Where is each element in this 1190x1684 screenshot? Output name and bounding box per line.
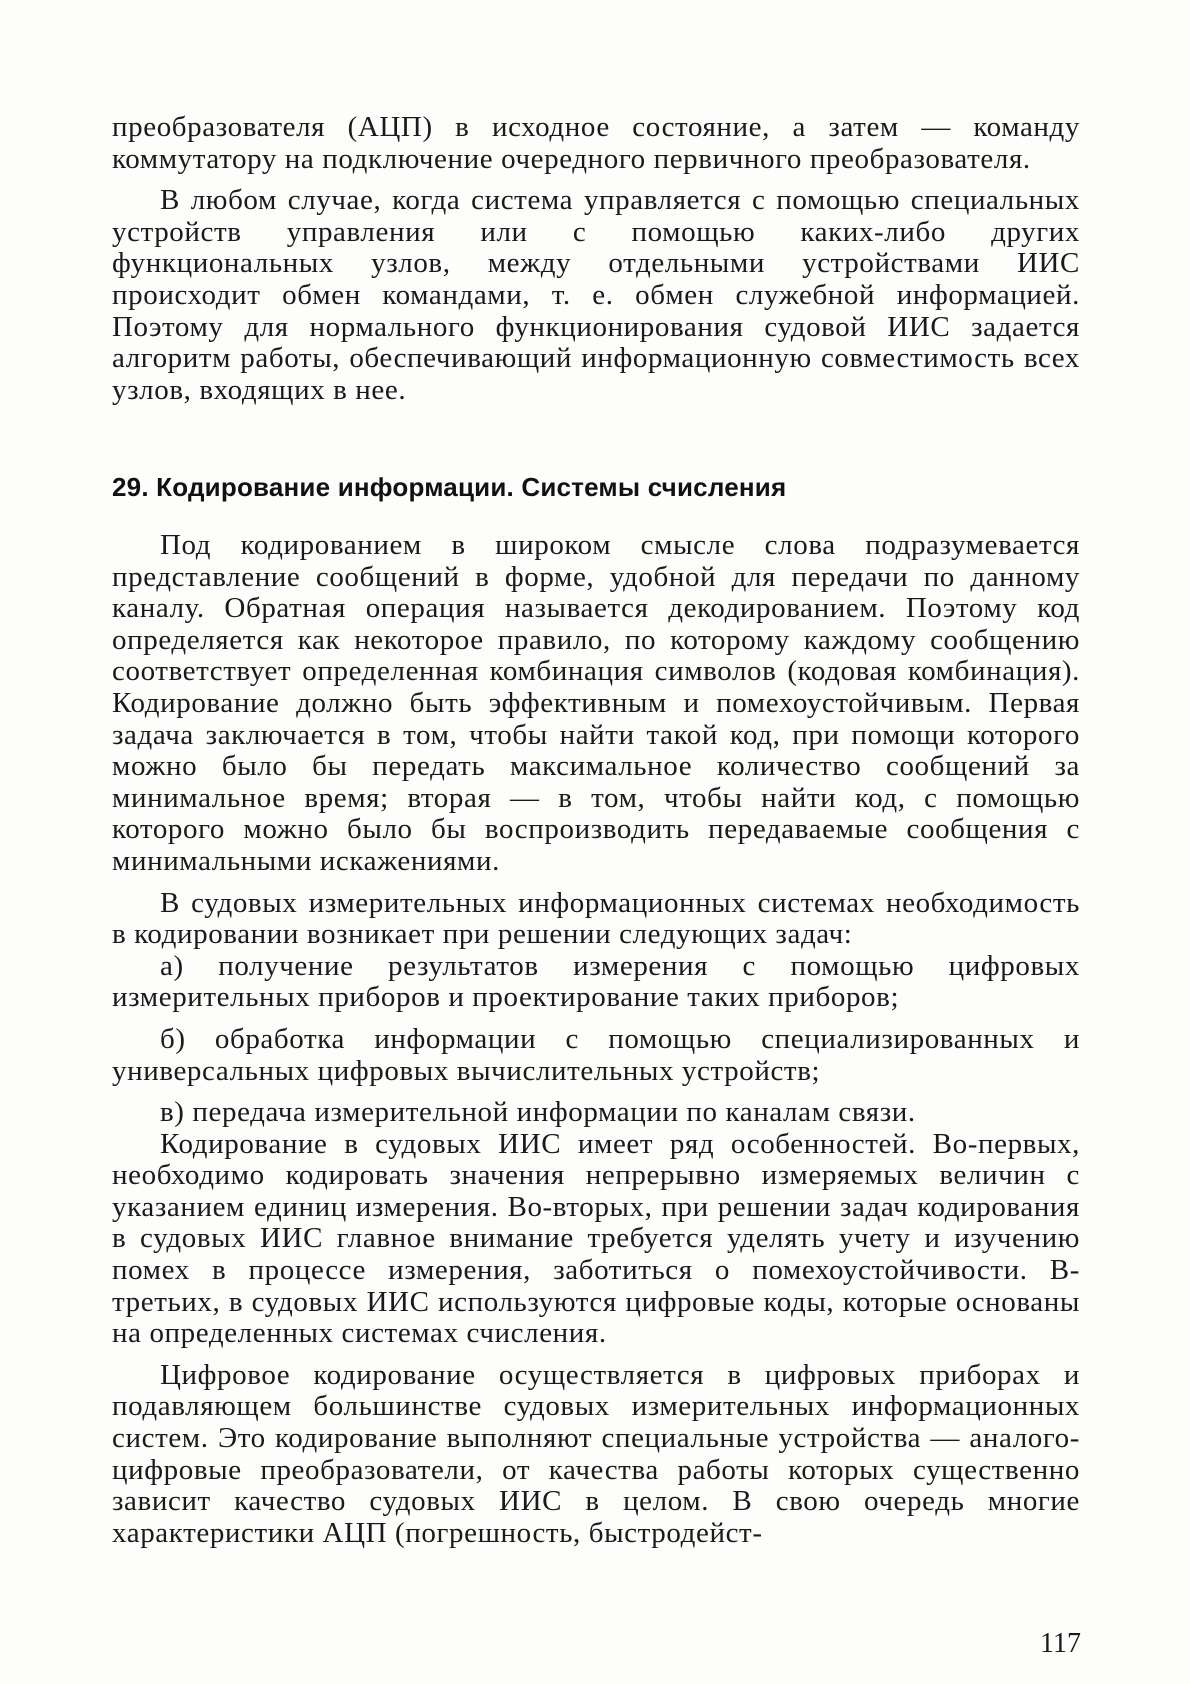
paragraph: В любом случае, когда система управляется с помощью специальных устройств управления или с помощью каких-либо других функциональных узлов, между отдельными устройствами ИИС происходит обмен командами, т. е. обмен служебной информацией. Поэтому для нормального функционирования судовой ИИС задается алгоритм работы, обеспечивающий информационную совместимость всех узлов, входящих в нее. bbox=[112, 184, 1080, 406]
paragraph: Цифровое кодирование осуществляется в цифровых приборах и подавляющем большинстве судовых измерительных информационных систем. Это кодирование выполняют специальные устройства — аналого-цифровые преобразователи, от качества работы которых существенно зависит качество судовых ИИС в целом. В свою очередь многие характеристики АЦП (погрешность, быстродейст- bbox=[112, 1358, 1080, 1549]
paragraph: Кодирование в судовых ИИС имеет ряд особенностей. Во-первых, необходимо кодировать значения непрерывно измеряемых величин с указанием единиц измерения. Во-вторых, при решении задач кодирования в судовых ИИС главное внимание требуется уделять учету и изучению помех в процессе измерения, заботиться о помехоустойчивости. В-третьих, в судовых ИИС используются цифровые коды, которые основаны на определенных системах счисления. bbox=[112, 1127, 1080, 1350]
top-text-block bbox=[112, 112, 1080, 406]
page-number: 117 bbox=[1040, 1628, 1081, 1659]
section-heading: 29. Кодирование информации. Системы счисления bbox=[112, 472, 787, 502]
list-item: б) обработка информации с помощью специализированных и универсальных цифровых вычислительных устройств; bbox=[112, 1022, 1080, 1087]
list-item: в) передача измерительной информации по каналам связи. bbox=[160, 1096, 916, 1129]
paragraph-continued: преобразователя (АЦП) в исходное состояние, а затем — команду коммутатору на подключение очередного первичного преобразователя. bbox=[112, 111, 1080, 175]
section-text-block bbox=[112, 530, 1080, 1549]
list-item: а) получение результатов измерения с помощью цифровых измерительных приборов и проектирование таких приборов; bbox=[112, 949, 1080, 1014]
paragraph: В судовых измерительных информационных системах необходимость в кодировании возникает при решении следующих задач: bbox=[112, 886, 1080, 951]
paragraph: Под кодированием в широком смысле слова подразумевается представление сообщений в форме, удобной для передачи по данному каналу. Обратная операция называется декодированием. Поэтому код определяется как некоторое правило, по которому каждому сообщению соответствует определенная комбинация символов (кодовая комбинация). Кодирование должно быть эффективным и помехоустойчивым. Первая задача заключается в том, чтобы найти такой код, при помощи которого можно было бы передать максимальное количество сообщений за минимальное время; вторая — в том, чтобы найти код, с помощью которого можно было бы воспроизводить передаваемые сообщения с минимальными искажениями. bbox=[112, 529, 1080, 877]
